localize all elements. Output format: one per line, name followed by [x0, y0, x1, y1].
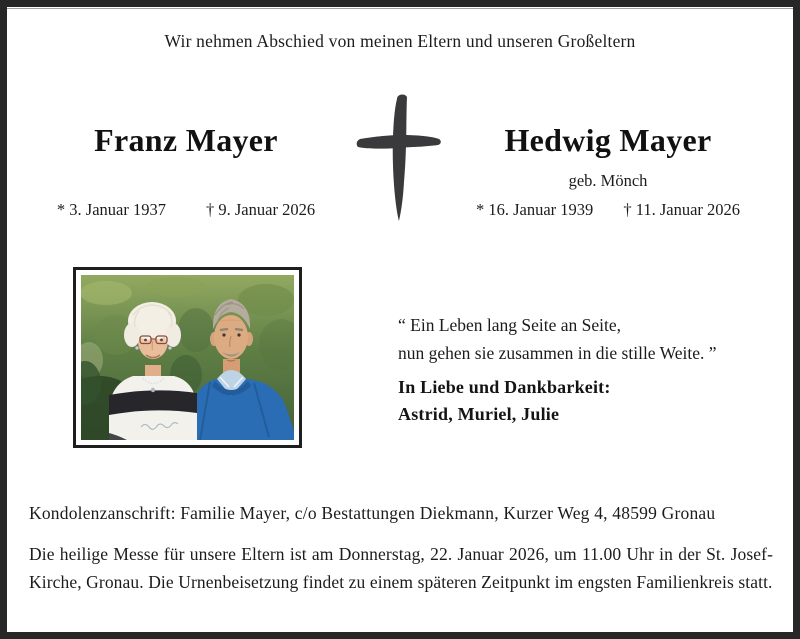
mourning-intro: In Liebe und Dankbarkeit: — [398, 377, 611, 397]
deceased-name-hedwig: Hedwig Mayer — [504, 122, 712, 158]
maiden-name: geb. Mönch — [568, 171, 648, 190]
condolence-address-line: Kondolenzanschrift: Familie Mayer, c/o Bestattungen Diekmann, Kurzer Weg 4, 48599 Gronau — [29, 503, 716, 523]
service-details-paragraph: Die heilige Messe für unsere Eltern ist am Donnerstag, 22. Januar 2026, um 11.00 Uhr in der St. Josef-Kirche, Gronau. Die Urnenbeisetzung findet zu einem späteren Zeitpunkt im engsten Familienkreis statt. — [29, 544, 773, 592]
dates-hedwig — [458, 200, 758, 220]
death-date-hedwig: † 11. Januar 2026 — [623, 200, 741, 219]
frame-inner-line — [7, 8, 793, 9]
birth-date-franz: * 3. Januar 1937 — [56, 200, 166, 219]
deceased-name-franz: Franz Mayer — [94, 122, 278, 158]
quote-line-2: nun gehen sie zusammen in die stille Weite. ” — [398, 343, 717, 363]
couple-photo — [73, 267, 302, 448]
birth-date-hedwig: * 16. Januar 1939 — [475, 200, 594, 219]
farewell-header: Wir nehmen Abschied von meinen Eltern und unseren Großeltern — [164, 31, 636, 51]
dates-franz — [36, 200, 336, 220]
memorial-quote — [398, 311, 788, 367]
mourners-names: Astrid, Muriel, Julie — [398, 404, 560, 424]
memorial-cross-icon — [352, 90, 447, 227]
death-date-franz: † 9. Januar 2026 — [206, 200, 316, 219]
couple-photo-illustration — [81, 275, 294, 440]
quote-line-1: “ Ein Leben lang Seite an Seite, — [398, 315, 622, 335]
